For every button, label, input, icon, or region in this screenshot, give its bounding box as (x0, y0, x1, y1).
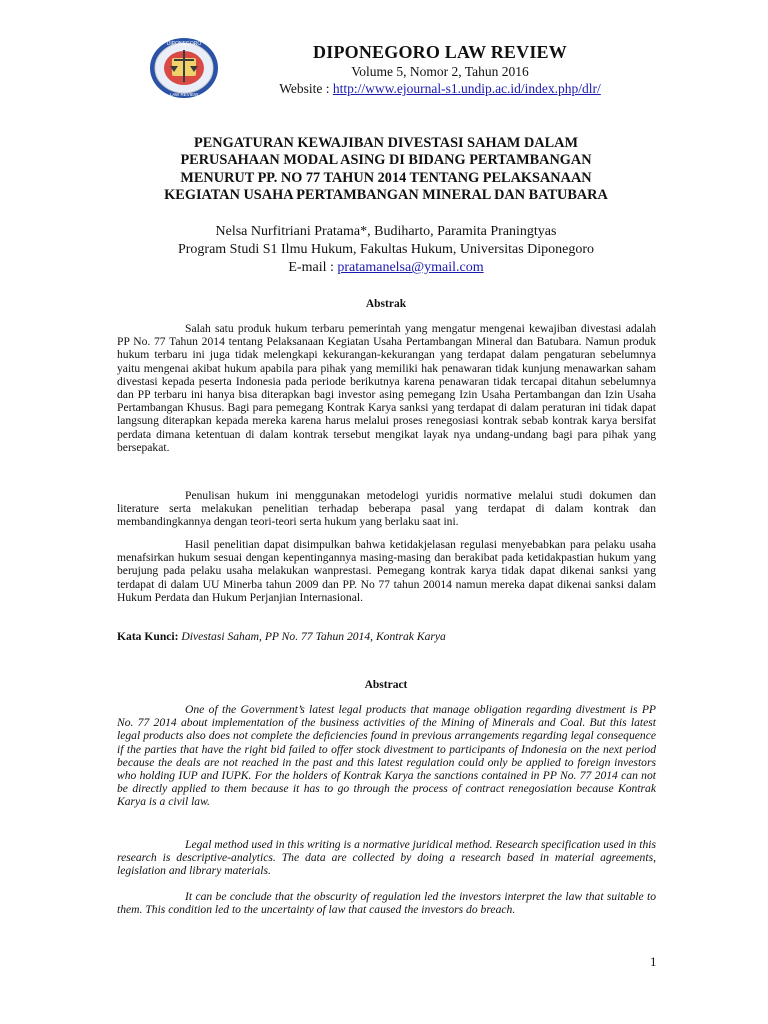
journal-volume: Volume 5, Nomor 2, Tahun 2016 (351, 64, 529, 79)
abstrak-heading: Abstrak (365, 298, 407, 310)
journal-logo (148, 36, 220, 100)
abstract-paragraph: It can be conclude that the obscurity of regulation led the investors interpret the law that suitable to them. This condition led to the uncertainty of law that caused the investors do breach. (117, 890, 656, 917)
email-link[interactable]: pratamanelsa@ymail.com (337, 260, 484, 275)
journal-header (240, 42, 640, 97)
abstract-paragraph: One of the Government’s latest legal products that manage obligation regarding divestment is PP No. 77 2014 about implementation of the business activities of the Mining of Minerals and Coal. But this latest legal products also does not complete the deficiencies found in previous arrangements regarding legal consequence if the parties that have the right bid failed to offer stock divestment to participants of Indonesia on the next period because the deals are not reached in the past and this latest regulation could only be applied to foreign investors who holding IUP and IUPK. For the holders of Kontrak Karya the sanctions contained in PP No. 77 2014 can not be directly applied to them because it has to go through the process of contract renegosiation because Kontrak Karya is a civil law. (117, 703, 656, 809)
email-label: E-mail : (288, 260, 338, 275)
author-block (108, 223, 664, 277)
svg-text:DIPONEGORO: DIPONEGORO (166, 41, 202, 47)
abstract-paragraph: Legal method used in this writing is a normative juridical method. Research specification used in this research is descriptive-analytics. The data are collected by doing a research based in material agreements, legislation and library materials. (117, 838, 657, 878)
abstrak-paragraph: Penulisan hukum ini menggunakan metodelogi yuridis normative melalui studi dokumen dan literature serta melakukan penelitian terhadap beberapa pasal yang terdapat di dalam kontrak dan membandingkannya dengan teori-teori serta hukum yang berlaku saat ini. (117, 489, 656, 529)
page-number: 1 (650, 954, 657, 969)
journal-website (240, 81, 640, 97)
title-line: PERUSAHAAN MODAL ASING DI BIDANG PERTAMBANGAN (180, 152, 592, 169)
keywords-text: Divestasi Saham, PP No. 77 Tahun 2014, Kontrak Karya (178, 630, 446, 643)
title-line: MENURUT PP. NO 77 TAHUN 2014 TENTANG PELAKSANAAN (180, 169, 592, 186)
keywords (117, 630, 656, 643)
abstrak-paragraph: Hasil penelitian dapat disimpulkan bahwa ketidakjelasan regulasi menyebabkan para pelaku usaha menafsirkan hukum sesuai dengan kepentingannya masing-masing dan berakibat pada ketidakpastian hukum yang berujung pada pelaku usaha melakukan wanprestasi. Pemegang kontrak karya tidak dapat dikenai sanksi yang terdapat di dalam UU Minerba tahun 2009 dan PP. No 77 tahun 20014 namun mereka dapat dikenai sanksi dalam Hukum Perdata dan Hukum Perjanjian Internasional. (117, 538, 656, 604)
website-label: Website : (279, 81, 333, 96)
abstract-heading: Abstract (364, 679, 408, 691)
title-line: KEGIATAN USAHA PERTAMBANGAN MINERAL DAN BATUBARA (164, 186, 608, 203)
affiliation: Program Studi S1 Ilmu Hukum, Fakultas Hukum, Universitas Diponegoro (177, 242, 595, 257)
abstrak-paragraph: Salah satu produk hukum terbaru pemerintah yang mengatur mengenai kewajiban divestasi adalah PP No. 77 Tahun 2014 tentang Pelaksanaan Kegiatan Usaha Pertambangan Mineral dan Batubara. Namun produk hukum terbaru ini juga tidak melengkapi kekurangan-kekurangan yang terdapat dalam pengaturan sebelumnya yaitu mengenai akibat hukum apabila para pihak yang memiliki hak penawaran tidak kunjung menawarkan saham divestasi kepada peserta Indonesia pada periode berikutnya karena penawaran tidak tercapai ditahun sebelumnya dan PP terbaru ini hanya bisa diterapkan bagi investor asing pemegang Izin Usaha Pertambangan dan Izin Usaha Pertambangan Khusus. Bagi para pemegang Kontrak Karya sanksi yang terdapat di dalam peraturan ini tidak dapat langsung diterapkan kepada mereka karena harus melalui proses renegosiasi kontrak sebab kontrak karya bersifat perdata dimana ketentuan di dalam kontrak tersebut mengikat layak nya undang-undang bagi para pihak yang bersepakat. (117, 322, 656, 454)
website-link[interactable]: http://www.ejournal-s1.undip.ac.id/index.php/dlr/ (332, 81, 601, 96)
email-line (108, 259, 664, 277)
authors: Nelsa Nurfitriani Pratama*, Budiharto, Paramita Praningtyas (215, 224, 557, 239)
paper-title (108, 135, 664, 204)
journal-name: DIPONEGORO LAW REVIEW (313, 42, 567, 62)
title-line: PENGATURAN KEWAJIBAN DIVESTASI SAHAM DALAM (194, 135, 578, 151)
keywords-label: Kata Kunci: (117, 630, 179, 643)
svg-text:LAW REVIEW: LAW REVIEW (169, 92, 199, 97)
